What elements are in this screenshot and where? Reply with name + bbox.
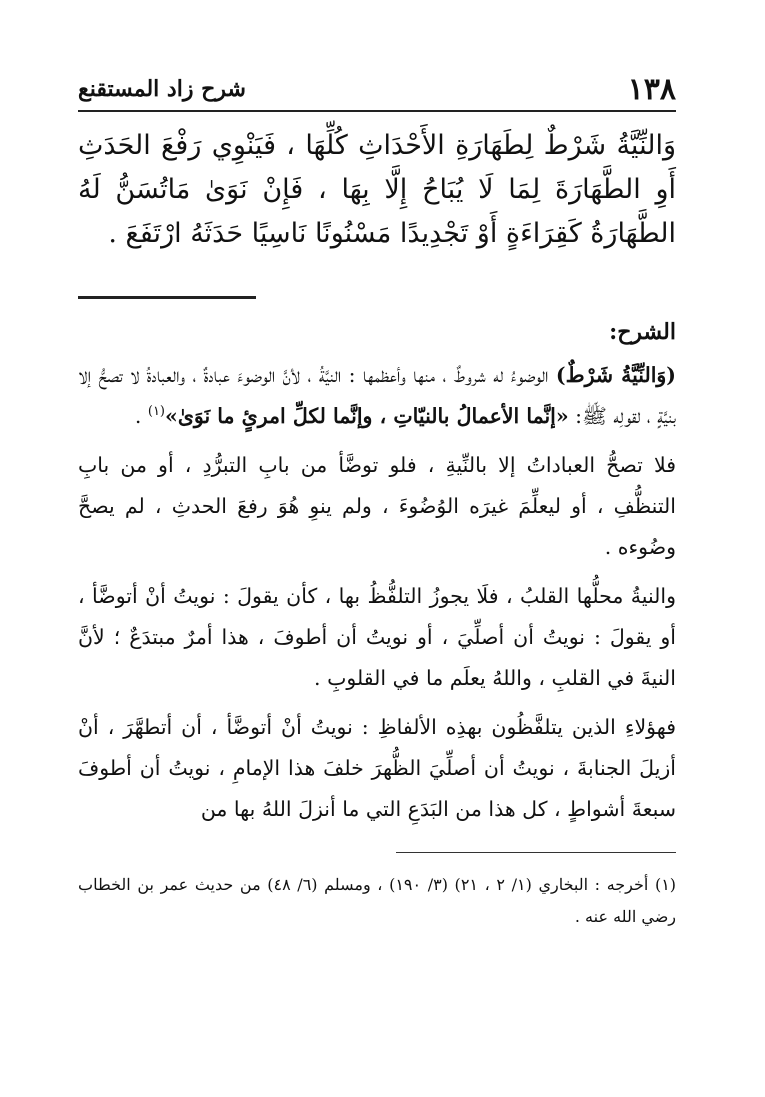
footnote-marker: (١) — [147, 404, 165, 420]
paragraph-1-text: الوضوءُ له شروطٌ ، منها وأعظمها : النيَّةُ ، لأنَّ الوضوءَ عبادةٌ ، والعبادةُ لا تصحُّ إلا بنيَّةٍ ، لقولِه ﷺ: — [78, 363, 676, 428]
sharh-paragraph-1 — [78, 355, 676, 437]
book-page — [78, 62, 676, 1082]
running-header — [78, 62, 676, 112]
paragraph-1-end: . — [134, 404, 148, 428]
matn-quote: (وَالنِّيَّةُ شَرْطٌ) — [555, 363, 677, 387]
page-number: ١٣٨ — [627, 72, 676, 107]
hadith-quote: «إنَّما الأعمالُ بالنيّاتِ ، وإنَّما لكلِّ امرئٍ ما نَوَىٰ» — [165, 404, 569, 428]
sharh-paragraph-2: فلا تصحُّ العباداتُ إلا بالنِّيةِ ، فلو توضَّأ من بابِ التبرُّدِ ، أو من بابِ التنظُّفِ ، أو ليعلِّمَ غيرَه الوُضُوءَ ، ولم ينوِ هُوَ رفعَ الحدثِ ، لم يصحَّ وضُوءه . — [78, 453, 676, 559]
matn-divider — [78, 296, 256, 299]
sharh-body — [78, 355, 676, 830]
book-title: شرح زاد المستقنع — [78, 76, 246, 102]
footnote-divider — [396, 852, 676, 853]
sharh-paragraph-4: فهؤلاءِ الذين يتلفَّظُون بهذِه الألفاظِ : نويتُ أنْ أتوضَّأ ، أن أتطهَّرَ ، أنْ أزيلَ الجنابةَ ، نويتُ أن أصلِّيَ الظُّهرَ خلفَ هذا الإمامِ ، نويتُ أن أطوفَ سبعةَ أشواطٍ ، كل هذا من البَدَعِ التي ما أنزلَ اللهُ بها من — [78, 715, 676, 821]
sharh-paragraph-3: والنيةُ محلُّها القلبُ ، فلَا يجوزُ التلفُّظُ بها ، كأن يقولَ : نويتُ أنْ أتوضَّأ ، أو يقولَ : نويتُ أن أصلِّيَ ، أو نويتُ أن أطوفَ ، هذا أمرٌ مبتدَعٌ ؛ لأنَّ النيةَ في القلبِ ، واللهُ يعلَم ما في القلوبِ . — [78, 584, 676, 690]
sharh-heading: الشرح: — [609, 319, 676, 345]
footnote: (١) أخرجه : البخاري (١/ ٢ ، ٢١) (٣/ ١٩٠) ، ومسلم (٦/ ٤٨) من حديث عمر بن الخطاب رضي الله عنه . — [78, 875, 677, 926]
matn-text: وَالنِّيَّةُ شَرْطٌ لِطَهَارَةِ الأَحْدَاثِ كُلِّهَا ، فَيَنْوِي رَفْعَ الحَدَثِ أَوِ الطَّهَارَةَ لِمَا لَا يُبَاحُ إِلَّا بِهَا ، فَإِنْ نَوَىٰ مَاتُسَنُّ لَهُ الطَّهَارَةُ كَقِرَاءَةٍ أَوْ تَجْدِيدًا مَسْنُونًا نَاسِيًا حَدَثَهُ ارْتَفَعَ . — [78, 130, 676, 249]
